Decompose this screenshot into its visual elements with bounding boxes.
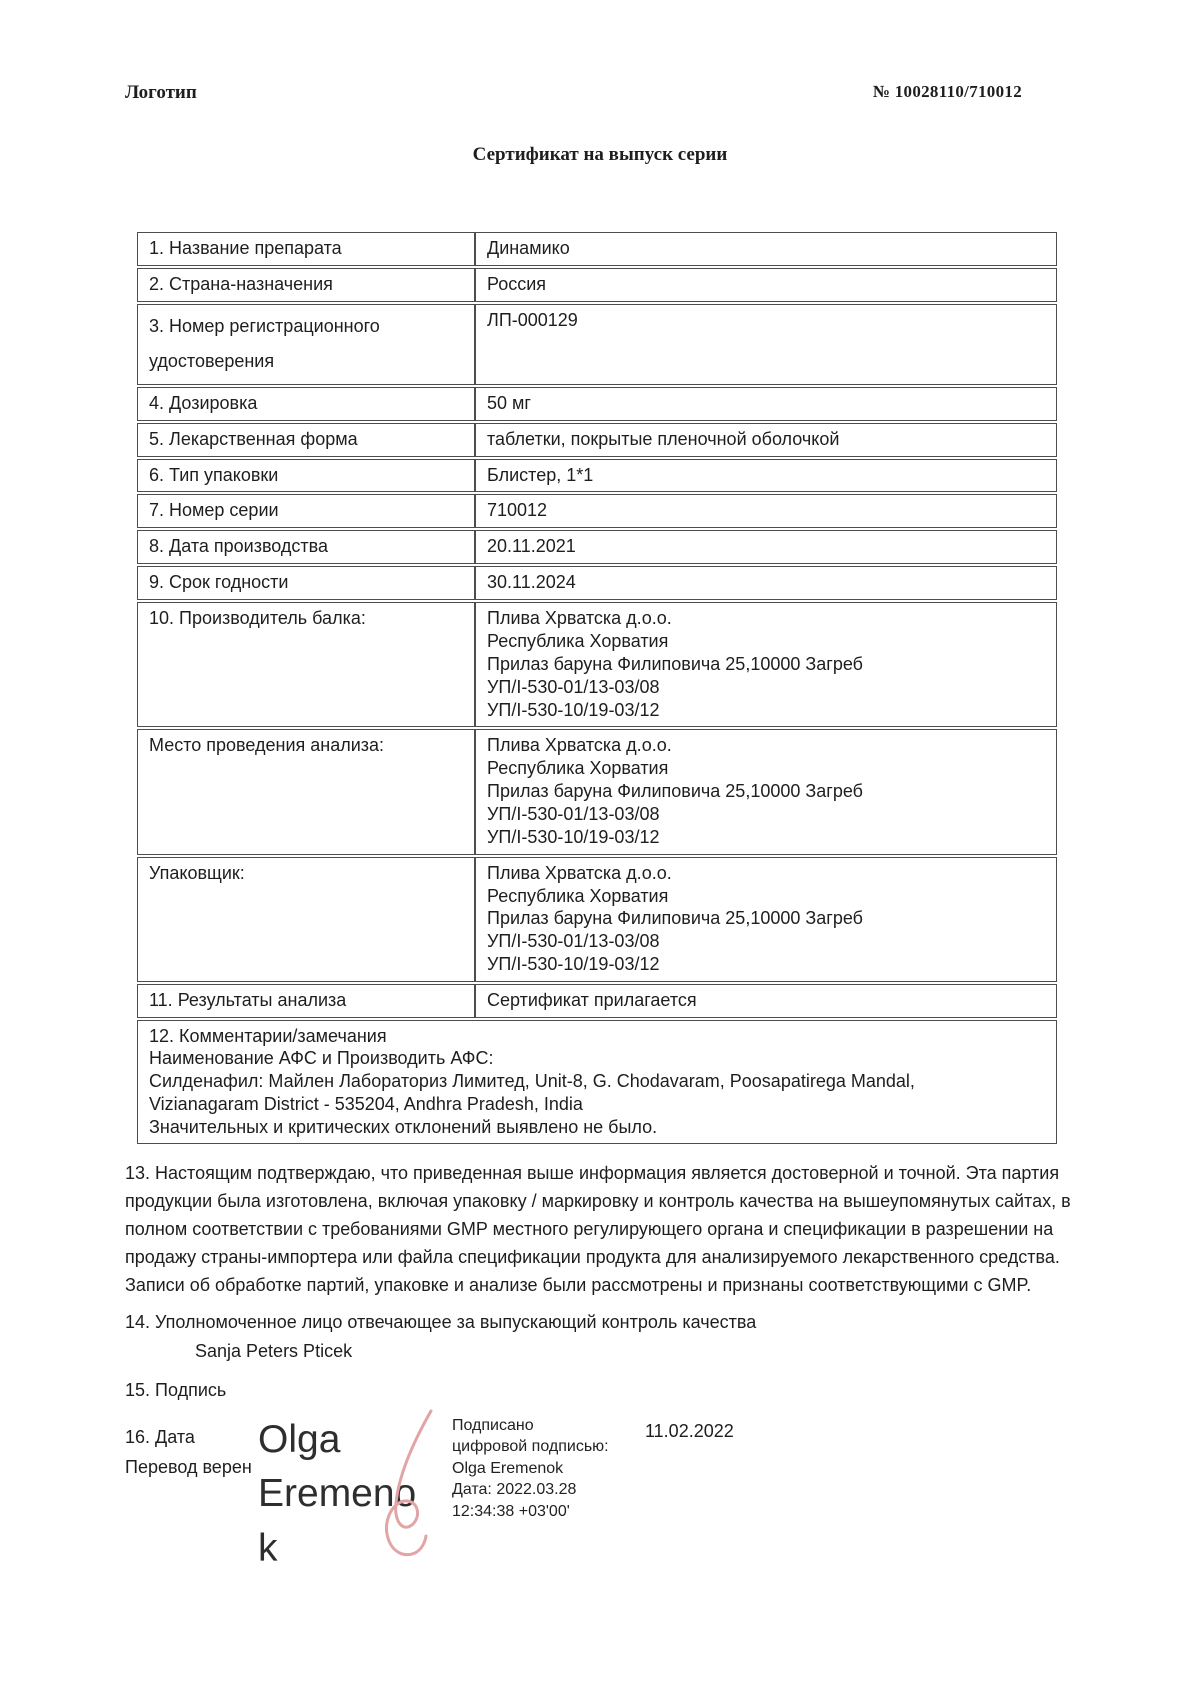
row-value xyxy=(475,729,1057,854)
signature-flourish-icon xyxy=(373,1407,445,1570)
signature-details-text: Подписано цифровой подписью: Olga Eremenok xyxy=(452,1416,609,1477)
address-line: Плива Хрватска д.о.о. xyxy=(487,608,672,629)
address-line: Республика Хорватия xyxy=(487,758,669,779)
table-row xyxy=(137,530,1057,564)
item-14-label: 14. Уполномоченное лицо отвечающее за выпускающий контроль качества xyxy=(125,1311,757,1332)
row-value: Блистер, 1*1 xyxy=(475,459,1057,493)
row-label: 6. Тип упаковки xyxy=(137,459,475,493)
certificate-table xyxy=(137,230,1057,1146)
row-value: 20.11.2021 xyxy=(475,530,1057,564)
row-label: 2. Страна-назначения xyxy=(137,268,475,302)
row-value: 50 мг xyxy=(475,387,1057,421)
date-value: 11.02.2022 xyxy=(645,1420,734,1441)
comments-row xyxy=(137,1020,1057,1144)
item-15-label: 15. Подпись xyxy=(125,1379,227,1400)
address-line: УП/I-530-01/13-03/08 xyxy=(487,676,660,697)
address-line: Республика Хорватия xyxy=(487,885,669,906)
comments-title: 12. Комментарии/замечания xyxy=(149,1025,387,1046)
table-row xyxy=(137,423,1057,457)
row-value xyxy=(475,602,1057,727)
row-label: 1. Название препарата xyxy=(137,232,475,266)
table-row xyxy=(137,387,1057,421)
row-value: 30.11.2024 xyxy=(475,566,1057,600)
digital-signature-name: Olga Eremenok xyxy=(258,1417,417,1570)
table-row xyxy=(137,304,1057,385)
comments-cell xyxy=(137,1020,1057,1144)
row-label: 7. Номер серии xyxy=(137,494,475,528)
document-header xyxy=(125,82,1075,104)
row-value: Россия xyxy=(475,268,1057,302)
row-label: 9. Срок годности xyxy=(137,566,475,600)
table-row xyxy=(137,566,1057,600)
address-line: УП/I-530-10/19-03/12 xyxy=(487,699,660,720)
comment-line: Наименование АФС и Производить АФС: xyxy=(149,1048,494,1069)
document-number: № 10028110/710012 xyxy=(872,82,1022,101)
item-16-label: 16. Дата xyxy=(125,1426,195,1447)
address-line: Плива Хрватска д.о.о. xyxy=(487,862,672,883)
authorized-person-name: Sanja Peters Pticek xyxy=(195,1340,353,1361)
row-value: Сертификат прилагается xyxy=(475,984,1057,1018)
row-label: Упаковщик: xyxy=(137,857,475,982)
table-row xyxy=(137,232,1057,266)
row-label: Место проведения анализа: xyxy=(137,729,475,854)
comment-line: Силденафил: Майлен Лабораториз Лимитед, Unit-8, G. Chodavaram, Poosapatirega Mandal, xyxy=(149,1071,915,1092)
row-label: 3. Номер регистрационного удостоверения xyxy=(137,304,475,385)
table-row xyxy=(137,984,1057,1018)
comment-line: Vizianagaram District - 535204, Andhra Pradesh, India xyxy=(149,1093,583,1114)
table-row xyxy=(137,729,1057,854)
row-label: 8. Дата производства xyxy=(137,530,475,564)
row-value: ЛП-000129 xyxy=(475,304,1057,385)
row-value xyxy=(475,857,1057,982)
address-line: УП/I-530-10/19-03/12 xyxy=(487,954,660,975)
table-row xyxy=(137,494,1057,528)
row-value: таблетки, покрытые пленочной оболочкой xyxy=(475,423,1057,457)
address-line: Прилаз баруна Филиповича 25,10000 Загреб xyxy=(487,908,863,929)
item-13-statement: 13. Настоящим подтверждаю, что приведенная выше информация является достоверной и точной. Эта партия продукции была изготовлена, включая упаковку / маркировку и контроль качества на вышеупомянутых сайтах, в полном соответствии с требованиями GMP местного регулирующего органа и спецификации в разрешении на продажу страны-импортера или файла спецификации продукта для анализируемого лекарственного средства. xyxy=(125,1163,1071,1267)
table-row xyxy=(137,268,1057,302)
address-line: УП/I-530-10/19-03/12 xyxy=(487,826,660,847)
address-line: УП/I-530-01/13-03/08 xyxy=(487,931,660,952)
translation-note: Перевод верен xyxy=(125,1456,252,1477)
row-value: Динамико xyxy=(475,232,1057,266)
row-value: 710012 xyxy=(475,494,1057,528)
address-line: Республика Хорватия xyxy=(487,630,669,651)
comment-line: Значительных и критических отклонений выявлено не было. xyxy=(149,1116,658,1137)
row-label: 4. Дозировка xyxy=(137,387,475,421)
table-row xyxy=(137,459,1057,493)
document-title: Сертификат на выпуск серии xyxy=(472,144,728,165)
row-label: 5. Лекарственная форма xyxy=(137,423,475,457)
signature-details xyxy=(452,1415,610,1523)
table-row xyxy=(137,602,1057,727)
address-line: Прилаз баруна Филиповича 25,10000 Загреб xyxy=(487,781,863,802)
logo-text: Логотип xyxy=(125,82,197,103)
address-line: УП/I-530-01/13-03/08 xyxy=(487,803,660,824)
signature-details-date: Дата: 2022.03.28 12:34:38 +03'00' xyxy=(452,1481,577,1520)
table-row xyxy=(137,857,1057,982)
row-label: 11. Результаты анализа xyxy=(137,984,475,1018)
signature-section xyxy=(125,1416,1075,1657)
address-line: Прилаз баруна Филиповича 25,10000 Загреб xyxy=(487,653,863,674)
row-label: 10. Производитель балка: xyxy=(137,602,475,727)
address-line: Плива Хрватска д.о.о. xyxy=(487,735,672,756)
item-13-statement-2: Записи об обработке партий, упаковке и анализе были рассмотрены и признаны соответствующими с GMP. xyxy=(125,1274,1032,1295)
